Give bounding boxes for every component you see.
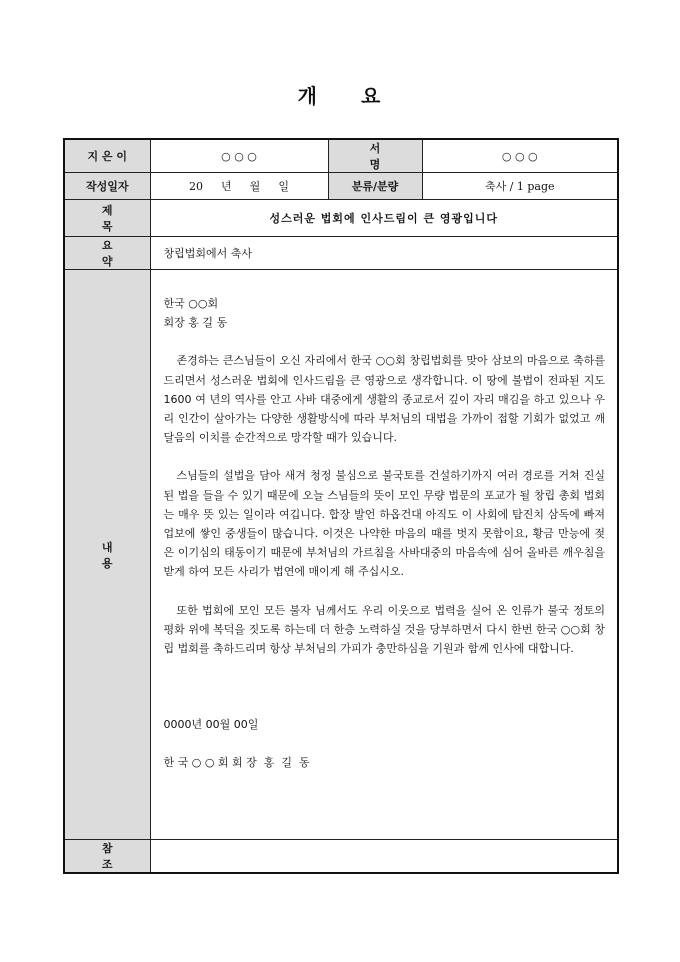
writer-label: 지 은 이 xyxy=(64,139,150,173)
content-paragraph-2: 스님들의 설법을 담아 새겨 청정 불심으로 불국토를 건설하기까지 여러 경로를 거쳐 진실 된 법을 들을 수 있기 때문에 오늘 스님들의 뜻이 모인 무량 법문의 포교가 될 창립 총회 법회는 매우 뜻 있는 일이라 여깁니다. 합장 발언 하옵건대 아직도 이 사회에 탐진치 삼독에 빠져 업보에 쌓인 중생들이 많습니다. 이것은 나약한 마음의 때를 벗지 못함이요, 황금 만능에 젖은 이기심의 태동이기 때문에 부처님의 가르침을 사바대중의 마음속에 심어 올바른 깨우침을 받게 하여 모든 사리가 법연에 매이게 해 주십시오. xyxy=(163,469,605,579)
date-label: 작성일자 xyxy=(64,173,150,200)
signature-label: 서 명 xyxy=(328,139,422,173)
subject-value: 성스러운 법회에 인사드림이 큰 영광입니다 xyxy=(150,200,618,237)
content-label: 내 용 xyxy=(64,270,150,840)
content-president-line: 회장 홍 길 동 xyxy=(163,316,228,330)
content-body xyxy=(150,270,618,840)
content-date-line: 0000년 00월 00일 xyxy=(163,718,259,732)
summary-value: 창립법회에서 축사 xyxy=(150,237,618,270)
page-title xyxy=(0,80,680,109)
content-org-line: 한국 ○○회 xyxy=(163,297,219,310)
row-reference xyxy=(64,840,618,874)
reference-label: 참 조 xyxy=(64,840,150,874)
date-year: 20 xyxy=(189,180,204,193)
row-date xyxy=(64,173,618,200)
date-value xyxy=(150,173,328,200)
reference-value xyxy=(150,840,618,874)
content-sign-line: 한 국 ○ ○ 회 회 장 홍 길 동 xyxy=(163,756,310,770)
signature-value: ○ ○ ○ xyxy=(422,139,618,173)
category-label: 분류/분량 xyxy=(328,173,422,200)
page-title-part2: 요 xyxy=(361,84,383,108)
summary-form-table xyxy=(63,138,619,874)
page-title-part1: 개 xyxy=(297,84,319,108)
row-content xyxy=(64,270,618,840)
row-writer xyxy=(64,139,618,173)
writer-value: ○ ○ ○ xyxy=(150,139,328,173)
subject-label: 제 목 xyxy=(64,200,150,237)
row-subject xyxy=(64,200,618,237)
content-paragraph-3: 또한 법회에 모인 모든 불자 님께서도 우리 이웃으로 법력을 실어 온 인류가 불국 정토의 평화 위에 복덕을 짓도록 하는데 더 한층 노력하실 것을 당부하면서 다시 한번 한국 ○○회 창립 법회를 축하드리며 항상 부처님의 가피가 충만하심을 기원과 함께 인사에 대합니다. xyxy=(163,603,605,656)
category-value: 축사 / 1 page xyxy=(422,173,618,200)
date-month-unit: 월 xyxy=(249,180,261,193)
date-year-unit: 년 xyxy=(221,180,232,193)
date-day-unit: 일 xyxy=(278,180,289,193)
row-summary xyxy=(64,237,618,270)
summary-label: 요 약 xyxy=(64,237,150,270)
content-paragraph-1: 존경하는 큰스님들이 오신 자리에서 한국 ○○회 창립법회를 맞아 삼보의 마음으로 축하를 드리면서 성스러운 법회에 인사드림을 큰 영광으로 생각합니다. 이 땅에 불법이 전파된 지도 1600 여 년의 역사를 안고 사바 대중에게 생활의 종교로서 깊이 자리 매김을 하고 있으나 우리 인간이 살아가는 다양한 생활방식에 따라 부처님의 대법을 가까이 접할 기회가 없었고 깨달음의 이치를 순간적으로 망각할 때가 있습니다. xyxy=(163,354,605,445)
